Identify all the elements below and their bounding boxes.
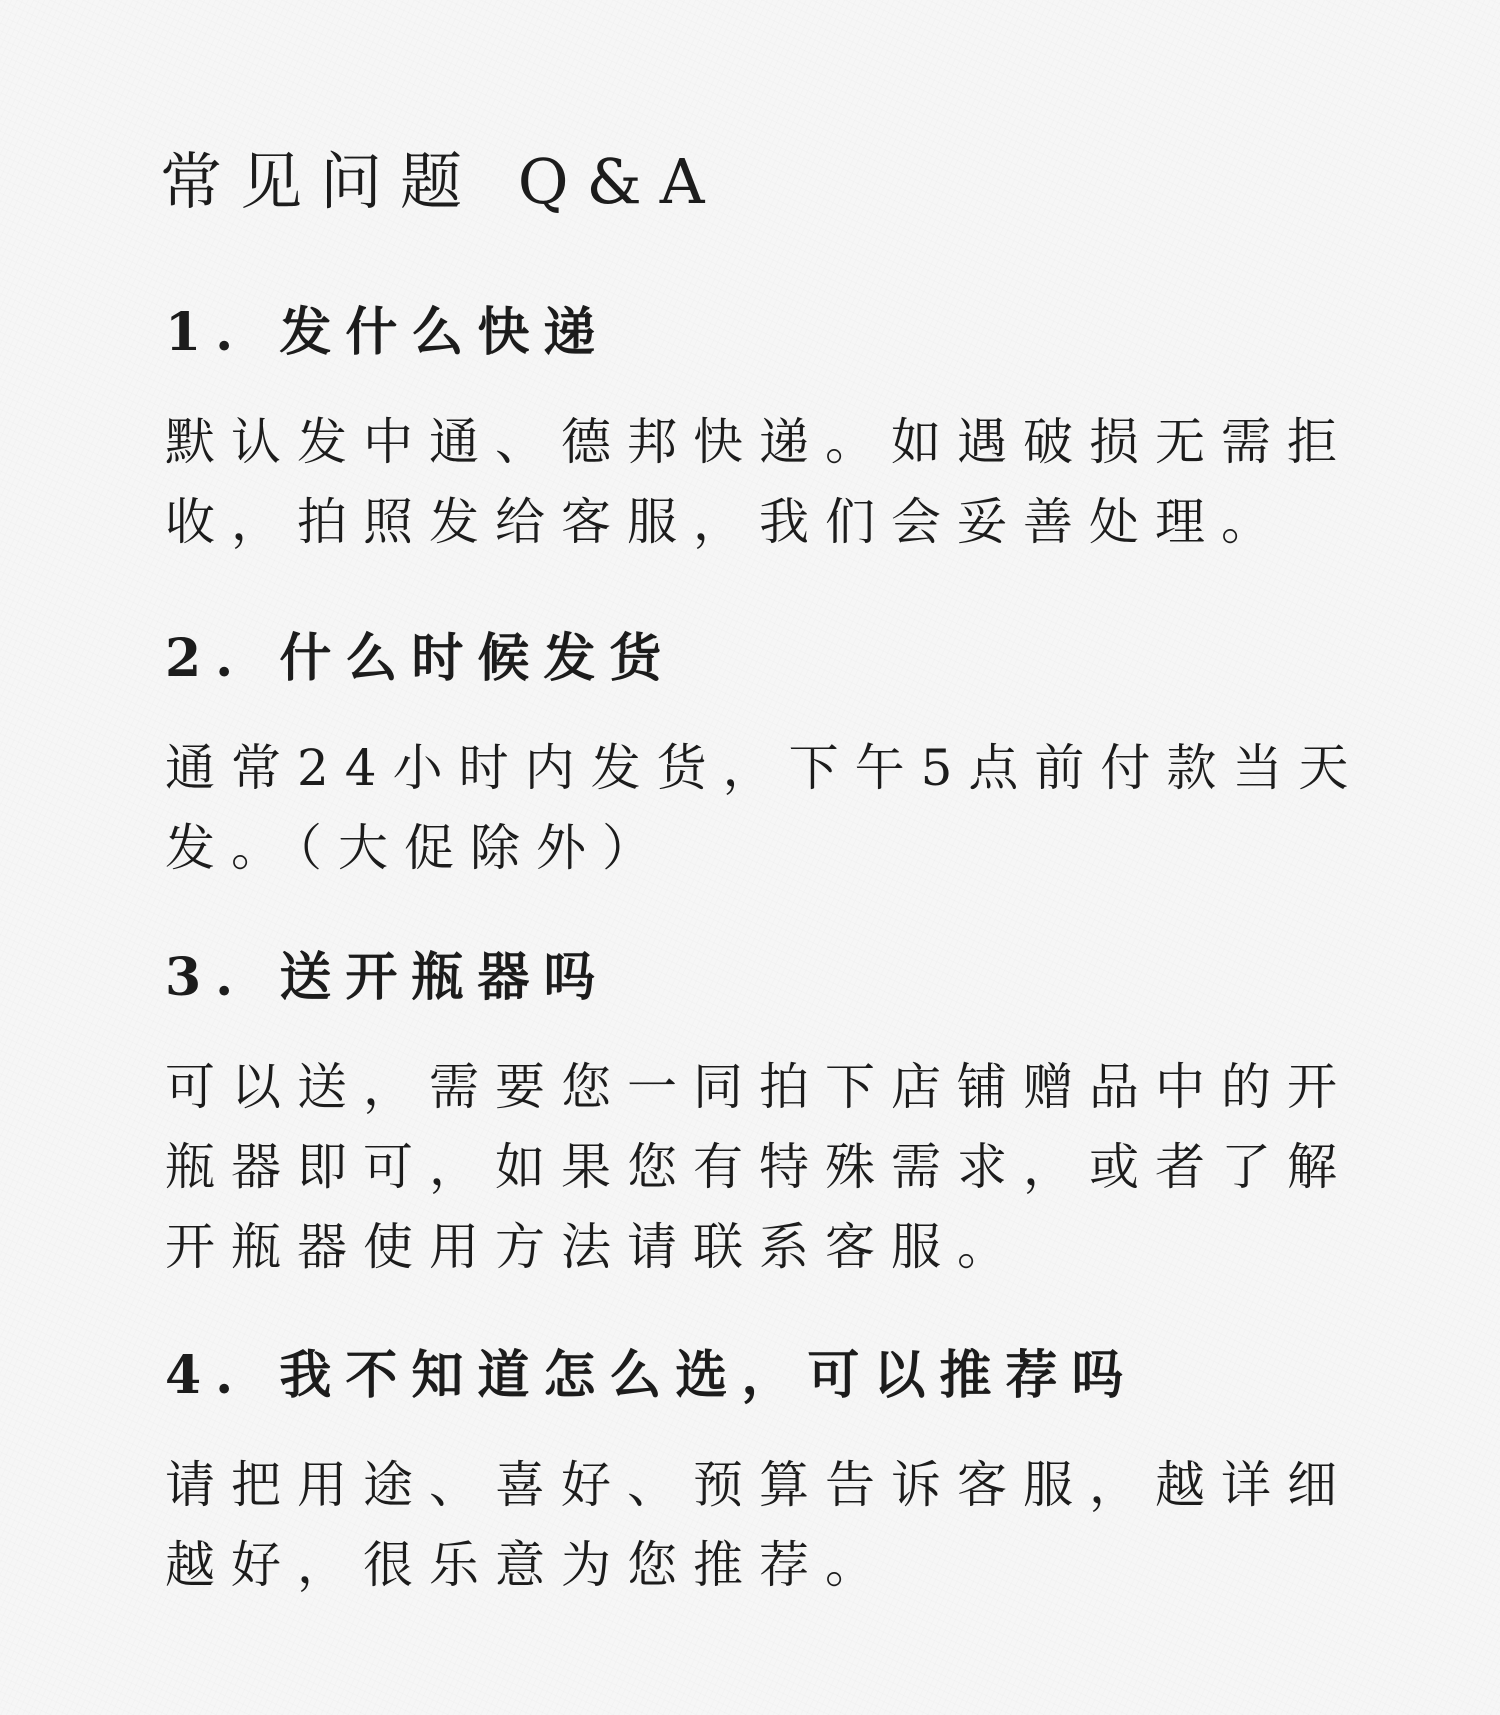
faq-answer-line: 瓶器即可，如果您有特殊需求，或者了解	[165, 1138, 1353, 1196]
faq-answer-line: 开瓶器使用方法请联系客服。	[165, 1218, 1023, 1276]
faq-answer	[165, 1445, 1353, 1605]
faq-item-shipping-courier	[165, 300, 1353, 562]
faq-answer-line: 越好，很乐意为您推荐。	[165, 1536, 891, 1594]
faq-answer-line: 发。（大促除外）	[165, 819, 668, 877]
page-title: 常见问题 Q&A	[160, 145, 723, 218]
faq-item-bottle-opener	[165, 945, 1353, 1287]
faq-answer	[165, 1047, 1353, 1287]
faq-question: 3. 送开瓶器吗	[165, 947, 610, 1008]
faq-answer-line: 可以送，需要您一同拍下店铺赠品中的开	[165, 1058, 1353, 1116]
faq-answer-line: 默认发中通、德邦快递。如遇破损无需拒	[165, 413, 1353, 471]
faq-answer	[165, 728, 1365, 888]
faq-answer-line: 请把用途、喜好、预算告诉客服，越详细	[165, 1456, 1353, 1514]
faq-question: 1. 发什么快递	[165, 302, 610, 363]
faq-question: 4. 我不知道怎么选，可以推荐吗	[165, 1345, 1138, 1406]
faq-answer	[165, 402, 1353, 562]
faq-answer-line: 收，拍照发给客服，我们会妥善处理。	[165, 493, 1287, 551]
faq-item-shipping-time	[165, 626, 1365, 888]
faq-answer-line: 通常24小时内发货，下午5点前付款当天	[165, 739, 1365, 797]
faq-question: 2. 什么时候发货	[165, 628, 676, 689]
faq-item-recommendation	[165, 1343, 1353, 1605]
